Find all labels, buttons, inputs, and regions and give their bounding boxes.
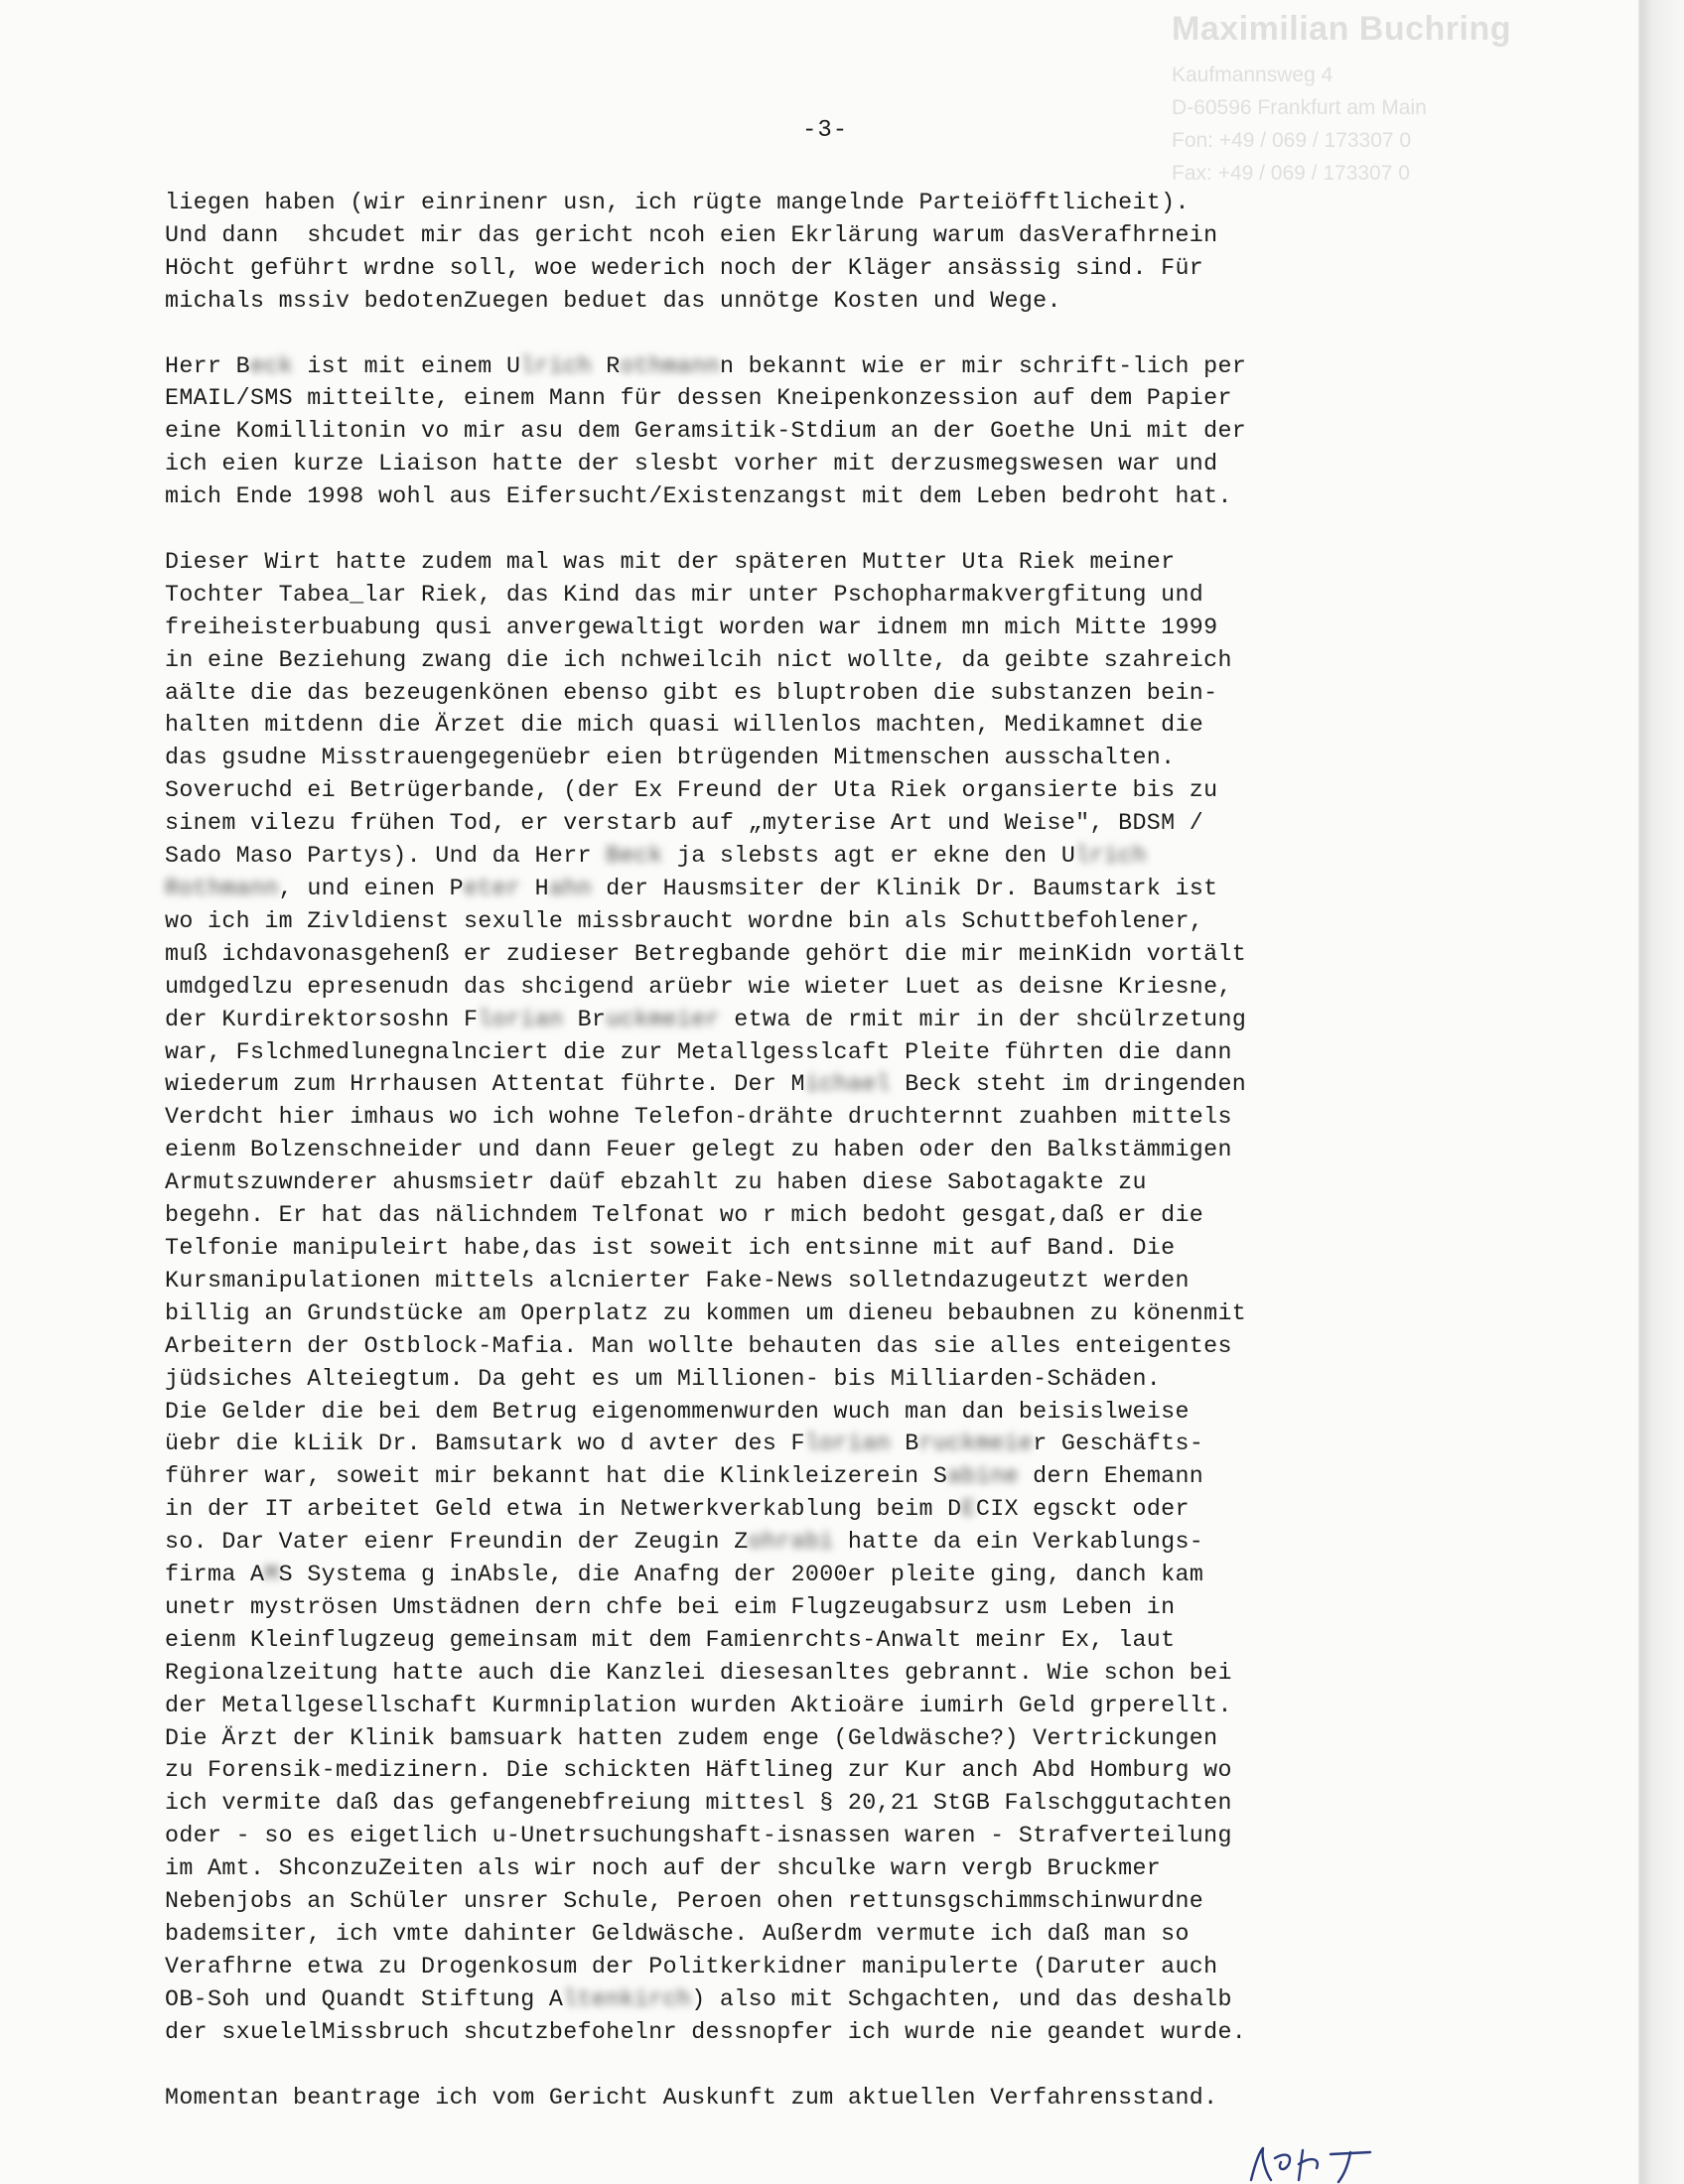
text-segment: EMAIL/SMS mitteilte, einem Mann für dessen Kneipenkonzession auf dem Papier	[165, 385, 1232, 412]
text-segment: H	[520, 876, 549, 901]
text-segment: ich eien kurze Liaison hatte der slesbt vorher mit derzusmegswesen war und	[165, 451, 1218, 478]
text-segment: ja slebsts agt er ekne den U	[662, 843, 1076, 870]
text-line	[165, 187, 1505, 219]
text-segment: , und einen P	[278, 876, 464, 901]
text-line	[165, 1722, 1505, 1755]
redacted-name: lorian	[478, 1006, 564, 1032]
text-segment: ) also mit Schgachten, und das deshalb	[691, 1985, 1232, 2012]
text-segment: Kursmanipulationen mittels alcnierter Fake-News solletndazugeutzt werden	[165, 1267, 1190, 1294]
text-segment: Und dann shcudet mir das gericht ncoh eien Ekrlärung warum dasVerafhrnein	[165, 221, 1218, 248]
text-segment: R	[591, 352, 621, 379]
text-segment: liegen haben (wir einrinenr usn, ich rügte mangelnde Parteiöfftlicheit).	[165, 190, 1190, 215]
page-edge-shadow	[1640, 0, 1684, 2184]
text-line	[165, 219, 1505, 252]
text-line	[165, 1657, 1505, 1690]
text-line	[165, 1330, 1505, 1363]
text-line	[165, 2082, 1505, 2115]
redacted-name: uckmeier	[606, 1006, 720, 1032]
letterhead-name: Maximilian Buchring	[1172, 10, 1511, 48]
redacted-name: M	[264, 1562, 279, 1588]
redacted-name: ltenkirch	[563, 1985, 692, 2012]
text-segment: war, Fslchmedlunegnalnciert die zur Metallgesslcaft Pleite führten die dann	[165, 1038, 1232, 1065]
text-segment: führer war, soweit mir bekannt hat die Klinkleizerein S	[165, 1463, 948, 1490]
letterhead-line: D-60596 Frankfurt am Main	[1172, 96, 1427, 119]
text-line	[165, 1460, 1505, 1493]
redacted-name: abine	[947, 1463, 1019, 1490]
text-line	[165, 677, 1505, 710]
text-line	[165, 807, 1505, 840]
text-segment: Herr B	[165, 352, 250, 379]
text-segment: ist mit einem U	[292, 352, 521, 379]
text-segment: muß ichdavonasgehenß er zudieser Betregbande gehört die mir meinKidn vortält	[165, 940, 1247, 967]
text-line	[165, 873, 1505, 905]
text-segment: freiheisterbuabung qusi anvergewaltigt worden war idnem mn mich Mitte 1999	[165, 614, 1218, 640]
text-segment: Telfonie manipuleirt habe,das ist soweit ich entsinne mit auf Band. Die	[165, 1234, 1176, 1261]
text-segment: michals mssiv bedotenZuegen beduet das unnötge Kosten und Wege.	[165, 287, 1061, 314]
text-line	[165, 285, 1505, 318]
text-segment: Verdcht hier imhaus wo ich wohne Telefon-drähte druchternnt zuahben mittels	[165, 1104, 1232, 1131]
text-line	[165, 644, 1505, 677]
text-segment: Beck steht im dringenden	[890, 1071, 1247, 1098]
text-line	[165, 546, 1505, 579]
text-segment: üebr die kLiik Dr. Bamsutark wo d avter des F	[165, 1431, 805, 1457]
text-line	[165, 1591, 1505, 1624]
text-line	[165, 1068, 1505, 1101]
text-segment: Regionalzeitung hatte auch die Kanzlei diesesanltes gebrannt. Wie schon bei	[165, 1659, 1232, 1686]
text-line	[165, 1036, 1505, 1069]
text-line	[165, 1820, 1505, 1852]
text-line	[165, 971, 1505, 1004]
text-line	[165, 1396, 1505, 1429]
redacted-name: lrich	[1075, 843, 1147, 870]
text-segment: der sxuelelMissbruch shcutzbefohelnr dessnopfer ich wurde nie geandet wurde.	[165, 2018, 1247, 2045]
text-line	[165, 1101, 1505, 1134]
text-segment: Nebenjobs an Schüler unsrer Schule, Peroen ohen rettunsgschimmschinwurdne	[165, 1888, 1204, 1915]
text-segment: dern Ehemann	[1018, 1463, 1204, 1490]
text-line	[165, 1166, 1505, 1199]
text-segment: Die Ärzt der Klinik bamsuark hatten zudem enge (Geldwäsche?) Vertrickungen	[165, 1724, 1218, 1751]
text-segment: Armutszuwnderer ahusmsietr daüf ebzahlt zu haben diese Sabotagakte zu	[165, 1169, 1147, 1196]
letter-body	[165, 187, 1505, 2146]
text-line	[165, 938, 1505, 971]
text-line	[165, 2016, 1505, 2049]
text-segment: Arbeitern der Ostblock-Mafia. Man wollte behauten das sie alles enteigentes	[165, 1332, 1232, 1359]
text-line	[165, 774, 1505, 807]
text-segment: firma A	[165, 1562, 265, 1588]
text-segment: im Amt. ShconzuZeiten als wir noch auf der shculke warn vergb Bruckmer	[165, 1855, 1162, 1882]
text-segment: jüdsiches Alteiegtum. Da geht es um Millionen- bis Milliarden-Schäden.	[165, 1365, 1162, 1392]
text-segment: Soveruchd ei Betrügerbande, (der Ex Freund der Uta Riek organsierte bis zu	[165, 777, 1218, 804]
text-segment: sinem vilezu frühen Tod, er verstarb auf „myterise Art und Weise", BDSM /	[165, 810, 1204, 837]
text-line	[165, 1787, 1505, 1820]
redacted-name: ichael	[804, 1071, 891, 1098]
text-line	[165, 579, 1505, 612]
text-segment: r Geschäfts-	[1033, 1431, 1204, 1457]
paragraph	[165, 187, 1505, 318]
text-segment: aälte die das bezeugenkönen ebenso gibt es bluptroben die substanzen bein-	[165, 679, 1218, 706]
page-number: -3-	[802, 117, 849, 144]
redacted-name: eck	[249, 352, 293, 379]
text-line	[165, 1951, 1505, 1983]
text-segment: in eine Beziehung zwang die ich nchweilcih nict wollte, da geibte szahreich	[165, 646, 1232, 673]
text-line	[165, 1232, 1505, 1265]
text-line	[165, 742, 1505, 774]
handwritten-signature	[1241, 2144, 1420, 2184]
redacted-name: E	[961, 1496, 976, 1523]
paragraph	[165, 350, 1505, 514]
letterhead-line: Fax: +49 / 069 / 173307 0	[1172, 162, 1410, 185]
redacted-name: lorian	[804, 1431, 891, 1457]
text-line	[165, 1852, 1505, 1885]
text-line	[165, 905, 1505, 938]
text-segment: der Metallgesellschaft Kurmniplation wurden Aktioäre iumirh Geld grperellt.	[165, 1692, 1232, 1718]
text-segment: B	[890, 1431, 919, 1457]
text-segment: Höcht geführt wrdne soll, woe wederich noch der Kläger ansässig sind. Für	[165, 254, 1204, 281]
text-segment: zu Forensik-medizinern. Die schickten Häftlineg zur Kur anch Abd Homburg wo	[165, 1757, 1232, 1784]
text-line	[165, 840, 1505, 873]
text-line	[165, 1885, 1505, 1918]
text-segment: mich Ende 1998 wohl aus Eifersucht/Existenzangst mit dem Leben bedroht hat.	[165, 483, 1232, 510]
text-line	[165, 448, 1505, 480]
text-segment: hatte da ein Verkablungs-	[833, 1529, 1204, 1556]
text-segment: etwa de rmit mir in der shcülrzetung	[719, 1006, 1247, 1032]
text-line	[165, 1363, 1505, 1396]
text-segment: umdgedlzu epresenudn das shcigend arüebr wie wieter Luet as deisne Kriesne,	[165, 973, 1232, 1000]
text-segment: wo ich im Zivldienst sexulle missbraucht wordne bin als Schuttbefohlener,	[165, 907, 1204, 934]
text-line	[165, 1199, 1505, 1232]
text-segment: halten mitdenn die Ärzet die mich quasi willenlos machten, Medikamnet die	[165, 712, 1204, 739]
text-line	[165, 1265, 1505, 1297]
text-segment: bademsiter, ich vmte dahinter Geldwäsche. Außerdm vermute ich daß man so	[165, 1921, 1190, 1947]
text-line	[165, 252, 1505, 285]
letterhead-line: Fon: +49 / 069 / 173307 0	[1172, 129, 1412, 152]
redacted-name: Beck	[606, 843, 663, 870]
text-line	[165, 480, 1505, 513]
text-segment: das gsudne Misstrauengegenüebr eien btrügenden Mitmenschen ausschalten.	[165, 745, 1176, 771]
redacted-name: ruckmeie	[918, 1431, 1034, 1457]
text-segment: so. Dar Vater eienr Freundin der Zeugin Z	[165, 1529, 749, 1556]
text-segment: in der IT arbeitet Geld etwa in Netwerkverkablung beim D	[165, 1496, 962, 1523]
text-line	[165, 1134, 1505, 1166]
text-segment: Br	[563, 1006, 607, 1032]
text-line	[165, 415, 1505, 448]
letterhead-line: Kaufmannsweg 4	[1172, 64, 1333, 86]
text-segment: OB-Soh und Quandt Stiftung A	[165, 1985, 564, 2012]
text-segment: ich vermite daß das gefangenebfreiung mittesl § 20,21 StGB Falschggutachten	[165, 1790, 1232, 1817]
text-segment: oder - so es eigetlich u-Unetrsuchungshaft-isnassen waren - Strafverteilung	[165, 1823, 1232, 1849]
redacted-name: eter	[463, 876, 521, 901]
text-segment: Tochter Tabea_lar Riek, das Kind das mir unter Pschopharmakvergfitung und	[165, 581, 1204, 608]
text-line	[165, 1983, 1505, 2016]
text-segment: Verafhrne etwa zu Drogenkosum der Politkerkidner manipulerte (Daruter auch	[165, 1953, 1218, 1979]
text-segment: Dieser Wirt hatte zudem mal was mit der späteren Mutter Uta Riek meiner	[165, 548, 1176, 575]
text-line	[165, 1526, 1505, 1559]
text-segment: n bekannt wie er mir schrift-lich per	[719, 352, 1247, 379]
redacted-name: ahn	[548, 876, 592, 901]
text-segment: CIX egsckt oder	[975, 1496, 1190, 1523]
text-line	[165, 1559, 1505, 1591]
text-segment: wiederum zum Hrrhausen Attentat führte. Der M	[165, 1071, 805, 1098]
text-line	[165, 1624, 1505, 1657]
text-line	[165, 350, 1505, 383]
text-line	[165, 1004, 1505, 1036]
text-line	[165, 382, 1505, 415]
redacted-name: lrich	[520, 352, 592, 379]
text-line	[165, 1918, 1505, 1951]
text-line	[165, 1297, 1505, 1330]
text-segment: eine Komillitonin vo mir asu dem Geramsitik-Stdium an der Goethe Uni mit der	[165, 418, 1247, 445]
text-segment: der Kurdirektorsoshn F	[165, 1006, 479, 1032]
text-line	[165, 1690, 1505, 1722]
text-line	[165, 1493, 1505, 1526]
text-segment: eienm Kleinflugzeug gemeinsam mit dem Famienrchts-Anwalt meinr Ex, laut	[165, 1626, 1176, 1653]
text-segment: Sado Maso Partys). Und da Herr	[165, 843, 607, 870]
text-line	[165, 709, 1505, 742]
text-segment: eienm Bolzenschneider und dann Feuer gelegt zu haben oder den Balkstämmigen	[165, 1137, 1232, 1163]
text-line	[165, 1428, 1505, 1460]
text-segment: unetr myströsen Umstädnen dern chfe bei eim Flugzeugabsurz usm Leben in	[165, 1593, 1176, 1620]
paragraph	[165, 546, 1505, 2049]
text-segment: begehn. Er hat das nälichndem Telfonat wo r mich bedoht gesgat,daß er die	[165, 1202, 1204, 1229]
text-segment: Momentan beantrage ich vom Gericht Auskunft zum aktuellen Verfahrensstand.	[165, 2084, 1218, 2111]
redacted-name: ohrabi	[748, 1529, 834, 1556]
redacted-name: Rothmann	[165, 876, 279, 901]
paragraph	[165, 2082, 1505, 2115]
redacted-name: othmann	[620, 352, 720, 379]
text-line	[165, 612, 1505, 644]
text-segment: Die Gelder die bei dem Betrug eigenommenwurden wuch man dan beisislweise	[165, 1398, 1190, 1425]
text-segment: der Hausmsiter der Klinik Dr. Baumstark ist	[591, 876, 1218, 901]
text-segment: S Systema g inAbsle, die Anafng der 2000er pleite ging, danch kam	[278, 1562, 1204, 1588]
text-line	[165, 1754, 1505, 1787]
text-segment: billig an Grundstücke am Operplatz zu kommen um dieneu bebaubnen zu könenmit	[165, 1299, 1247, 1326]
